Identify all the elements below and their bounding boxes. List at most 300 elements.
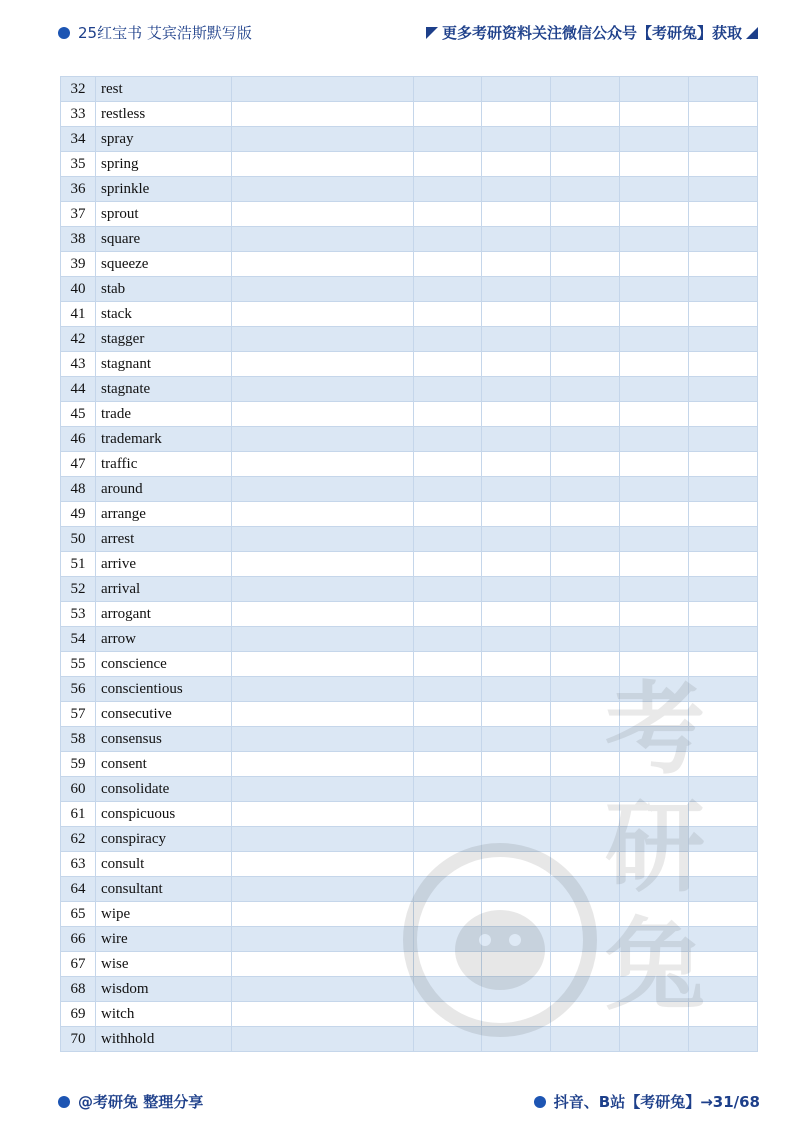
blank-answer-cell (482, 677, 551, 702)
blank-answer-cell (551, 477, 620, 502)
blank-answer-cell (620, 977, 689, 1002)
blank-answer-cell (551, 627, 620, 652)
blank-answer-cell (551, 277, 620, 302)
blank-answer-cell (689, 127, 758, 152)
row-number: 61 (61, 802, 96, 827)
blank-answer-cell (551, 777, 620, 802)
blank-answer-cell (482, 852, 551, 877)
blank-answer-cell (689, 202, 758, 227)
header-right (426, 22, 758, 43)
vocab-word: consolidate (96, 777, 232, 802)
blank-answer-cell (551, 852, 620, 877)
blank-answer-cell (689, 477, 758, 502)
blank-answer-cell (482, 927, 551, 952)
blank-answer-cell (482, 327, 551, 352)
table-row (61, 977, 758, 1002)
row-number: 41 (61, 302, 96, 327)
table-row (61, 677, 758, 702)
blank-answer-cell (414, 802, 482, 827)
row-number: 70 (61, 1027, 96, 1052)
triangle-left-icon (426, 27, 438, 39)
blank-answer-cell (689, 102, 758, 127)
vocab-word: wipe (96, 902, 232, 927)
blank-answer-cell (620, 827, 689, 852)
blank-answer-cell (482, 352, 551, 377)
blank-answer-cell (414, 677, 482, 702)
blank-answer-cell (620, 527, 689, 552)
table-row (61, 177, 758, 202)
blank-answer-cell (414, 477, 482, 502)
bullet-dot-icon (58, 1096, 70, 1108)
row-number: 48 (61, 477, 96, 502)
blank-answer-cell (232, 402, 414, 427)
blank-answer-cell (689, 777, 758, 802)
blank-answer-cell (232, 577, 414, 602)
blank-answer-cell (620, 327, 689, 352)
blank-answer-cell (482, 127, 551, 152)
blank-answer-cell (689, 452, 758, 477)
blank-answer-cell (620, 352, 689, 377)
blank-answer-cell (551, 727, 620, 752)
blank-answer-cell (414, 352, 482, 377)
vocab-word: spring (96, 152, 232, 177)
blank-answer-cell (620, 727, 689, 752)
table-row (61, 702, 758, 727)
row-number: 39 (61, 252, 96, 277)
blank-answer-cell (620, 127, 689, 152)
row-number: 53 (61, 602, 96, 627)
blank-answer-cell (620, 77, 689, 102)
blank-answer-cell (414, 252, 482, 277)
table-row (61, 152, 758, 177)
table-row (61, 1002, 758, 1027)
blank-answer-cell (232, 977, 414, 1002)
blank-answer-cell (551, 427, 620, 452)
blank-answer-cell (689, 702, 758, 727)
table-row (61, 527, 758, 552)
blank-answer-cell (232, 627, 414, 652)
blank-answer-cell (689, 877, 758, 902)
blank-answer-cell (620, 402, 689, 427)
blank-answer-cell (620, 277, 689, 302)
blank-answer-cell (620, 602, 689, 627)
blank-answer-cell (482, 552, 551, 577)
blank-answer-cell (414, 227, 482, 252)
blank-answer-cell (689, 427, 758, 452)
blank-answer-cell (232, 427, 414, 452)
blank-answer-cell (551, 202, 620, 227)
table-row (61, 852, 758, 877)
blank-answer-cell (232, 652, 414, 677)
blank-answer-cell (414, 327, 482, 352)
row-number: 62 (61, 827, 96, 852)
vocab-word: witch (96, 1002, 232, 1027)
vocab-word: spray (96, 127, 232, 152)
blank-answer-cell (551, 352, 620, 377)
table-row (61, 77, 758, 102)
blank-answer-cell (482, 977, 551, 1002)
blank-answer-cell (414, 927, 482, 952)
footer-right (534, 1091, 760, 1112)
blank-answer-cell (232, 352, 414, 377)
blank-answer-cell (232, 702, 414, 727)
vocab-word: wisdom (96, 977, 232, 1002)
row-number: 45 (61, 402, 96, 427)
blank-answer-cell (482, 877, 551, 902)
blank-answer-cell (551, 177, 620, 202)
blank-answer-cell (232, 602, 414, 627)
blank-answer-cell (414, 127, 482, 152)
vocab-word: square (96, 227, 232, 252)
blank-answer-cell (689, 277, 758, 302)
blank-answer-cell (689, 302, 758, 327)
blank-answer-cell (551, 302, 620, 327)
blank-answer-cell (414, 1027, 482, 1052)
blank-answer-cell (620, 552, 689, 577)
blank-answer-cell (414, 852, 482, 877)
blank-answer-cell (689, 827, 758, 852)
table-row (61, 102, 758, 127)
row-number: 34 (61, 127, 96, 152)
blank-answer-cell (414, 277, 482, 302)
row-number: 38 (61, 227, 96, 252)
blank-answer-cell (551, 952, 620, 977)
blank-answer-cell (620, 252, 689, 277)
table-row (61, 452, 758, 477)
blank-answer-cell (414, 727, 482, 752)
vocab-word: wise (96, 952, 232, 977)
blank-answer-cell (551, 527, 620, 552)
blank-answer-cell (620, 877, 689, 902)
blank-answer-cell (482, 902, 551, 927)
vocab-word: arrive (96, 552, 232, 577)
blank-answer-cell (689, 652, 758, 677)
blank-answer-cell (551, 577, 620, 602)
blank-answer-cell (620, 902, 689, 927)
blank-answer-cell (232, 802, 414, 827)
blank-answer-cell (414, 877, 482, 902)
blank-answer-cell (551, 327, 620, 352)
vocabulary-table-container (60, 76, 757, 1052)
row-number: 33 (61, 102, 96, 127)
blank-answer-cell (689, 727, 758, 752)
table-row (61, 952, 758, 977)
blank-answer-cell (689, 402, 758, 427)
blank-answer-cell (620, 752, 689, 777)
triangle-right-icon (746, 27, 758, 39)
header-left (58, 22, 252, 43)
blank-answer-cell (551, 877, 620, 902)
blank-answer-cell (414, 902, 482, 927)
vocab-word: around (96, 477, 232, 502)
blank-answer-cell (414, 427, 482, 452)
blank-answer-cell (232, 527, 414, 552)
blank-answer-cell (482, 702, 551, 727)
bullet-dot-icon (58, 27, 70, 39)
blank-answer-cell (551, 502, 620, 527)
table-row (61, 227, 758, 252)
table-row (61, 327, 758, 352)
vocab-word: withhold (96, 1027, 232, 1052)
blank-answer-cell (482, 1002, 551, 1027)
blank-answer-cell (689, 927, 758, 952)
blank-answer-cell (232, 127, 414, 152)
blank-answer-cell (414, 77, 482, 102)
blank-answer-cell (414, 527, 482, 552)
blank-answer-cell (551, 752, 620, 777)
vocab-word: consecutive (96, 702, 232, 727)
vocab-word: stagger (96, 327, 232, 352)
blank-answer-cell (232, 552, 414, 577)
vocabulary-table-body (61, 77, 758, 1052)
row-number: 50 (61, 527, 96, 552)
vocab-word: wire (96, 927, 232, 952)
blank-answer-cell (482, 1027, 551, 1052)
blank-answer-cell (482, 102, 551, 127)
blank-answer-cell (551, 927, 620, 952)
table-row (61, 477, 758, 502)
header-left-title: 25红宝书 艾宾浩斯默写版 (78, 24, 252, 42)
blank-answer-cell (232, 827, 414, 852)
blank-answer-cell (551, 552, 620, 577)
blank-answer-cell (414, 777, 482, 802)
blank-answer-cell (620, 152, 689, 177)
vocab-word: conscience (96, 652, 232, 677)
blank-answer-cell (232, 752, 414, 777)
blank-answer-cell (689, 77, 758, 102)
blank-answer-cell (232, 302, 414, 327)
blank-answer-cell (551, 1002, 620, 1027)
vocab-word: rest (96, 77, 232, 102)
table-row (61, 627, 758, 652)
row-number: 57 (61, 702, 96, 727)
blank-answer-cell (232, 327, 414, 352)
blank-answer-cell (482, 802, 551, 827)
blank-answer-cell (414, 652, 482, 677)
blank-answer-cell (232, 102, 414, 127)
vocab-word: arrange (96, 502, 232, 527)
blank-answer-cell (232, 727, 414, 752)
blank-answer-cell (689, 802, 758, 827)
blank-answer-cell (482, 202, 551, 227)
blank-answer-cell (414, 552, 482, 577)
vocab-word: sprout (96, 202, 232, 227)
blank-answer-cell (232, 477, 414, 502)
blank-answer-cell (551, 827, 620, 852)
blank-answer-cell (620, 477, 689, 502)
row-number: 55 (61, 652, 96, 677)
blank-answer-cell (551, 152, 620, 177)
table-row (61, 927, 758, 952)
blank-answer-cell (620, 852, 689, 877)
blank-answer-cell (689, 602, 758, 627)
blank-answer-cell (551, 602, 620, 627)
blank-answer-cell (482, 477, 551, 502)
row-number: 47 (61, 452, 96, 477)
blank-answer-cell (482, 827, 551, 852)
blank-answer-cell (620, 777, 689, 802)
vocab-word: arrow (96, 627, 232, 652)
row-number: 51 (61, 552, 96, 577)
blank-answer-cell (232, 77, 414, 102)
vocab-word: trademark (96, 427, 232, 452)
blank-answer-cell (232, 952, 414, 977)
blank-answer-cell (689, 1002, 758, 1027)
blank-answer-cell (551, 377, 620, 402)
blank-answer-cell (689, 252, 758, 277)
blank-answer-cell (551, 452, 620, 477)
blank-answer-cell (620, 102, 689, 127)
blank-answer-cell (620, 927, 689, 952)
blank-answer-cell (551, 652, 620, 677)
blank-answer-cell (689, 677, 758, 702)
blank-answer-cell (414, 377, 482, 402)
vocab-word: conspiracy (96, 827, 232, 852)
blank-answer-cell (620, 627, 689, 652)
row-number: 40 (61, 277, 96, 302)
vocab-word: restless (96, 102, 232, 127)
table-row (61, 1027, 758, 1052)
table-row (61, 377, 758, 402)
table-row (61, 902, 758, 927)
blank-answer-cell (414, 202, 482, 227)
blank-answer-cell (551, 902, 620, 927)
blank-answer-cell (482, 952, 551, 977)
table-row (61, 352, 758, 377)
row-number: 35 (61, 152, 96, 177)
vocab-word: consensus (96, 727, 232, 752)
table-row (61, 127, 758, 152)
blank-answer-cell (232, 277, 414, 302)
blank-answer-cell (482, 302, 551, 327)
blank-answer-cell (689, 152, 758, 177)
blank-answer-cell (689, 952, 758, 977)
blank-answer-cell (482, 152, 551, 177)
row-number: 58 (61, 727, 96, 752)
row-number: 46 (61, 427, 96, 452)
blank-answer-cell (482, 452, 551, 477)
vocab-word: consult (96, 852, 232, 877)
row-number: 63 (61, 852, 96, 877)
vocab-word: stack (96, 302, 232, 327)
vocab-word: traffic (96, 452, 232, 477)
blank-answer-cell (551, 102, 620, 127)
blank-answer-cell (232, 1027, 414, 1052)
table-row (61, 202, 758, 227)
blank-answer-cell (414, 452, 482, 477)
row-number: 64 (61, 877, 96, 902)
blank-answer-cell (689, 227, 758, 252)
vocab-word: consultant (96, 877, 232, 902)
table-row (61, 502, 758, 527)
vocab-word: conspicuous (96, 802, 232, 827)
blank-answer-cell (689, 327, 758, 352)
vocab-word: consent (96, 752, 232, 777)
blank-answer-cell (414, 102, 482, 127)
blank-answer-cell (689, 352, 758, 377)
vocab-word: trade (96, 402, 232, 427)
blank-answer-cell (232, 227, 414, 252)
table-row (61, 727, 758, 752)
blank-answer-cell (689, 502, 758, 527)
page-header (0, 0, 800, 60)
row-number: 49 (61, 502, 96, 527)
row-number: 69 (61, 1002, 96, 1027)
blank-answer-cell (620, 1002, 689, 1027)
vocab-word: arrest (96, 527, 232, 552)
vocab-word: conscientious (96, 677, 232, 702)
blank-answer-cell (482, 627, 551, 652)
bullet-dot-icon (534, 1096, 546, 1108)
blank-answer-cell (689, 527, 758, 552)
row-number: 65 (61, 902, 96, 927)
blank-answer-cell (482, 277, 551, 302)
blank-answer-cell (482, 752, 551, 777)
blank-answer-cell (414, 752, 482, 777)
page-footer (0, 1085, 800, 1115)
blank-answer-cell (232, 677, 414, 702)
blank-answer-cell (551, 702, 620, 727)
blank-answer-cell (232, 152, 414, 177)
blank-answer-cell (551, 677, 620, 702)
vocab-word: arrival (96, 577, 232, 602)
footer-left-text: @考研兔 整理分享 (78, 1093, 204, 1111)
blank-answer-cell (482, 727, 551, 752)
blank-answer-cell (482, 77, 551, 102)
table-row (61, 752, 758, 777)
blank-answer-cell (414, 977, 482, 1002)
vocab-word: stagnant (96, 352, 232, 377)
blank-answer-cell (551, 977, 620, 1002)
row-number: 59 (61, 752, 96, 777)
blank-answer-cell (620, 1027, 689, 1052)
row-number: 36 (61, 177, 96, 202)
blank-answer-cell (232, 852, 414, 877)
blank-answer-cell (551, 77, 620, 102)
blank-answer-cell (551, 802, 620, 827)
blank-answer-cell (620, 577, 689, 602)
blank-answer-cell (689, 1027, 758, 1052)
table-row (61, 552, 758, 577)
blank-answer-cell (482, 427, 551, 452)
blank-answer-cell (414, 402, 482, 427)
blank-answer-cell (414, 577, 482, 602)
blank-answer-cell (551, 402, 620, 427)
blank-answer-cell (482, 652, 551, 677)
table-row (61, 427, 758, 452)
blank-answer-cell (232, 202, 414, 227)
blank-answer-cell (414, 1002, 482, 1027)
blank-answer-cell (482, 177, 551, 202)
blank-answer-cell (620, 302, 689, 327)
blank-answer-cell (482, 502, 551, 527)
blank-answer-cell (232, 252, 414, 277)
vocab-word: stab (96, 277, 232, 302)
table-row (61, 827, 758, 852)
blank-answer-cell (620, 702, 689, 727)
blank-answer-cell (482, 227, 551, 252)
blank-answer-cell (620, 377, 689, 402)
row-number: 37 (61, 202, 96, 227)
blank-answer-cell (620, 177, 689, 202)
table-row (61, 652, 758, 677)
blank-answer-cell (414, 952, 482, 977)
row-number: 42 (61, 327, 96, 352)
blank-answer-cell (689, 177, 758, 202)
blank-answer-cell (551, 1027, 620, 1052)
row-number: 52 (61, 577, 96, 602)
blank-answer-cell (689, 852, 758, 877)
